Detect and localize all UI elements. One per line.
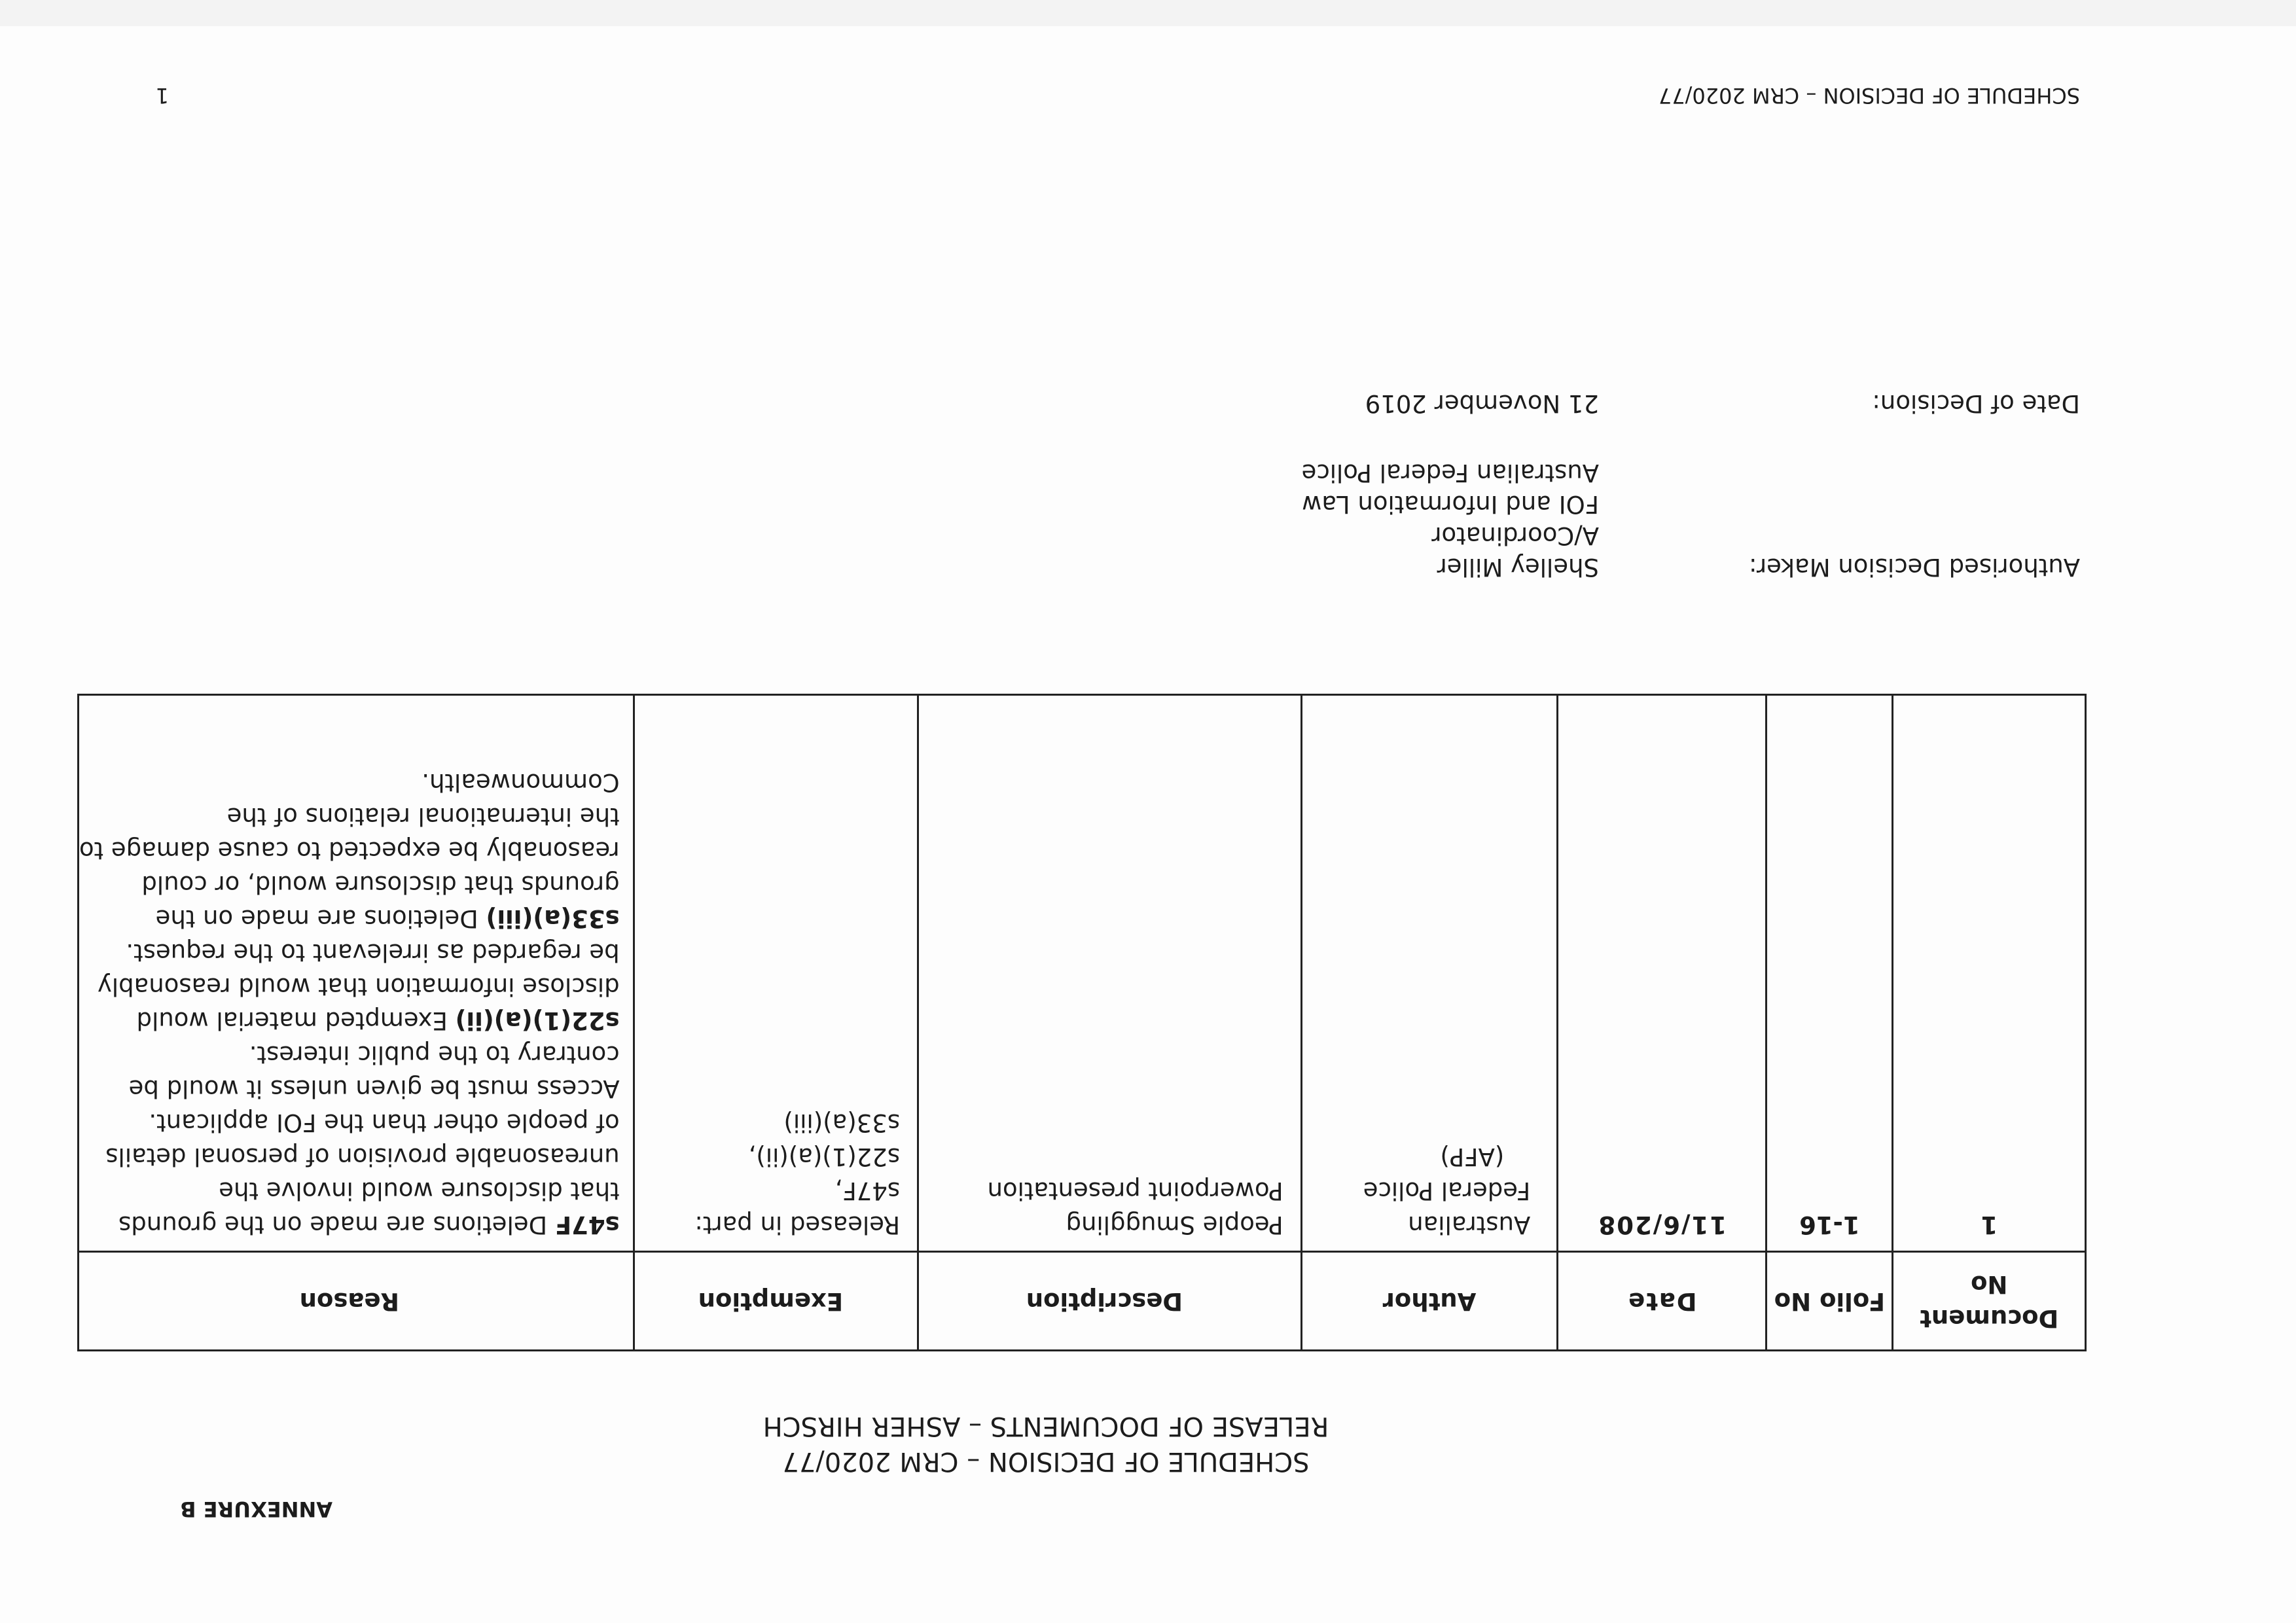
author-line: Federal Police: [1363, 1177, 1531, 1205]
title-line-2: RELEASE OF DOCUMENTS – ASHER HIRSCH: [762, 1411, 1329, 1441]
reason-line: reasonably be expected to cause damage to: [79, 836, 620, 865]
schedule-table: [77, 694, 2087, 1351]
header-reason: Reason: [79, 1252, 634, 1351]
cell-date: 11/6/208: [1558, 695, 1767, 1252]
reason-line: s22(1)(a)(ii) Exempted material would: [136, 1007, 620, 1035]
decision-maker-name: Shelley Miller: [1437, 553, 1599, 581]
table-header-row: [79, 1252, 2086, 1351]
exemption-line: s47F,: [834, 1177, 901, 1205]
reason-line: that disclosure would involve the: [219, 1177, 620, 1205]
reason-line: grounds that disclosure would, or could: [141, 870, 620, 899]
decision-maker-unit: FOI and Information Law: [1302, 490, 1599, 518]
decision-maker-agency: Australian Federal Police: [1301, 459, 1599, 487]
reason-line: be regarded as irrelevant to the request.: [126, 938, 620, 967]
reason-code-s22: s22(1)(a)(ii): [455, 1007, 620, 1035]
exemption-line: s33(a)(iii): [783, 1109, 901, 1137]
page-number: 1: [155, 83, 169, 108]
exemption-line: s22(1)(a)(ii),: [748, 1143, 901, 1171]
decision-maker-details: [1302, 457, 1599, 582]
reason-line: unreasonable provision of personal details: [105, 1143, 620, 1171]
reason-line: Access must be given unless it would be: [128, 1075, 620, 1103]
decision-maker-title: A/Coordinator: [1431, 522, 1599, 550]
decision-date-label: Date of Decision:: [1872, 389, 2080, 418]
reason-line: Commonwealth.: [422, 768, 620, 796]
description-line: Powerpoint presentation: [987, 1177, 1283, 1205]
decision-date-value: 21 November 2019: [1365, 389, 1599, 418]
reason-code-s33: s33(a)(iii): [486, 904, 620, 933]
description-line: People Smuggling: [1066, 1211, 1283, 1239]
footer-title: SCHEDULE OF DECISION – CRM 2020/77: [1658, 83, 2080, 108]
scan-edge-strip: [0, 0, 2296, 26]
header-folio-no: Folio No: [1767, 1252, 1893, 1351]
header-document-no: Document No: [1893, 1252, 2086, 1351]
reason-line: s33(a)(iii) Deletions are made on the: [155, 904, 620, 933]
document-title: [653, 1408, 1439, 1479]
header-exemption: Exemption: [634, 1252, 918, 1351]
reason-line: contrary to the public interest.: [249, 1041, 620, 1069]
cell-document-no: 1: [1893, 695, 2086, 1252]
reason-line: s47F Deletions are made on the grounds: [118, 1211, 620, 1239]
annexure-label: ANNEXURE B: [180, 1497, 332, 1522]
author-line: (AFP): [1440, 1143, 1505, 1171]
decision-maker-label: Authorised Decision Maker:: [1749, 553, 2080, 581]
header-date: Date: [1558, 1252, 1767, 1351]
reason-code-s47f: s47F: [554, 1211, 620, 1239]
title-line-1: SCHEDULE OF DECISION – CRM 2020/77: [782, 1446, 1310, 1476]
header-author: Author: [1301, 1252, 1558, 1351]
cell-folio-no: 1-16: [1767, 695, 1893, 1252]
cell-reason: [79, 695, 634, 1252]
reason-line: the international relations of the: [226, 802, 620, 830]
table-row: [79, 695, 2086, 1252]
exemption-line: Released in part:: [694, 1211, 901, 1239]
header-description: Description: [918, 1252, 1302, 1351]
author-line: Australian: [1408, 1211, 1531, 1239]
cell-author: [1301, 695, 1558, 1252]
cell-exemption: [634, 695, 918, 1252]
reason-line: disclose information that would reasonably: [97, 972, 620, 1001]
cell-description: [918, 695, 1302, 1252]
reason-line: of people other than the FOI applicant.: [149, 1109, 620, 1137]
